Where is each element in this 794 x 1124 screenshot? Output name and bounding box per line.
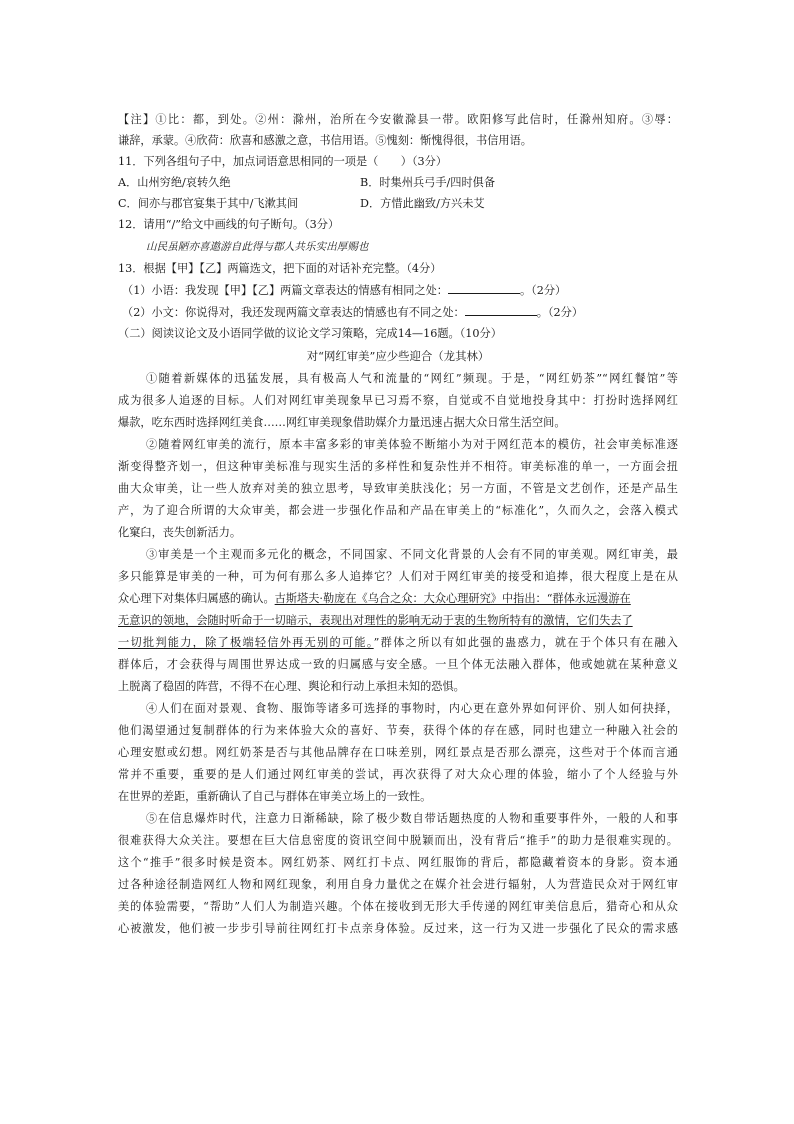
question-12: 12．请用“/”给文中画线的句子断句。（3分）: [118, 218, 340, 231]
underlined-quote-a: 古斯塔夫·勒庞在《乌合之众：大众心理研究》中指出：“群体永远漫游在: [274, 592, 631, 605]
para1-line1: ①随着新媒体的迅猛发展，具有极高人气和流量的“网红”频现。于是，“网红奶茶”“网红餐馆”等: [146, 372, 678, 385]
para3-line3: [118, 589, 678, 609]
q12-sentence: 山民虽陋亦喜遨游自此得与郡人共乐实出厚赐也: [146, 241, 369, 253]
para5-line5: 美的体验需要，“帮助”人们人为制造兴趣。个体在接收到无形大手传递的网红审美信息后，猎奇心和从众: [118, 900, 678, 913]
q13-part-2-score: 。（2分）: [536, 306, 584, 319]
q13-part-1-score: 。（2分）: [519, 284, 567, 297]
para4-line2: 他们渴望通过复制群体的行为来体验大众的喜好、节奏，获得个体的存在感，同时也建立一种融入社会的: [118, 724, 678, 737]
para5-line2: 很难获得大众关注。要想在巨大信息密度的资讯空间中脱颖而出，没有背后“推手”的助力是很难实现的。: [118, 834, 678, 847]
para4-line4: 常并不重要，重要的是人们通过网红审美的尝试，再次获得了对大众心理的体验，缩小了个人经验与外: [118, 768, 678, 781]
q13-answer-blank-2[interactable]: [465, 303, 537, 316]
note-line-1: 【注】①比：都，到处。②州：滁州，治所在今安徽滁县一带。欧阳修写此信时，任滁州知府。③辱：: [118, 113, 678, 126]
q13-part-1: [122, 281, 682, 301]
para3-line4: [118, 611, 678, 631]
q13-part-1-text: （1）小语：我发现【甲】【乙】两篇文章表达的情感有相同之处：: [122, 284, 448, 297]
para1-line3: 爆款，吃东西时选择网红美食……网红审美现象借助媒介力量迅速占据大众日常生活空间。: [118, 416, 566, 429]
q13-part-2-text: （2）小文：你说得对，我还发现两篇文章表达的情感也有不同之处：: [122, 306, 465, 319]
underlined-quote-b: 无意识的领地，会随时听命于一切暗示，表现出对理性的影响无动于衷的生物所特有的激情，它们失去了: [118, 614, 633, 627]
para3-line6: 群体后，才会获得与周围世界达成一致的归属感与安全感。一旦个体无法融入群体，他或她就在某种意义: [118, 658, 678, 671]
q11-option-b[interactable]: B．时集州兵弓手/四时俱备: [360, 176, 496, 189]
para2-line4: 产，为了迎合所谓的大众审美，都会进一步强化作品和产品在审美上的“标准化”，久而久之，会落入模式: [118, 504, 678, 517]
para2-line1: ②随着网红审美的流行，原本丰富多彩的审美体验不断缩小为对于网红范本的模仿，社会审美标准逐: [146, 438, 678, 451]
para5-line4: 过各种途径制造网红人物和网红现象，利用自身力量优之在媒介社会进行辐射，人为营造民众对于网红审: [118, 878, 678, 891]
para3-line2: 多只能算是审美的一种，可为何有那么多人追捧它？人们对于网红审美的接受和追捧，很大程度上是在从: [118, 570, 678, 583]
para4-line1: ④人们在面对景观、食物、服饰等诸多可选择的事物时，内心更在意外界如何评价、别人如何抉择，: [146, 702, 678, 715]
para5-line6: 心被激发，他们被一步步引导前往网红打卡点亲身体验。反过来，这一行为又进一步强化了民众的需求感: [118, 922, 678, 935]
q11-option-c[interactable]: C．间亦与郡官宴集于其中/飞漱其间: [118, 197, 299, 210]
q11-option-a[interactable]: A．山州穷绝/哀转久绝: [118, 176, 231, 189]
para3-line5-tail: ”群体之所以有如此强的蛊惑力，就在于个体只有在融入: [373, 636, 678, 649]
para2-line3: 曲大众审美，让一些人放弃对美的独立思考，导致审美肤浅化；另一方面，不管是文艺创作，还是产品生: [118, 482, 678, 495]
para3-line3-text: 众心理下对集体归属感的确认。: [118, 592, 275, 605]
para3-line5: [118, 633, 678, 653]
para2-line2: 渐变得整齐划一，但这种审美标准与现实生活的多样性和复杂性并不相符。审美标准的单一，一方面会扭: [118, 460, 678, 473]
para3-line7: 上脱离了稳固的阵营，不得不在心理、舆论和行动上承担未知的恐惧。: [118, 680, 465, 693]
question-11: 11．下列各组句子中，加点词语意思相同的一项是（ ）（3分）: [118, 155, 448, 168]
para1-line2: 成为很多人追逐的目标。人们对网红审美现象早已习焉不察，自觉或不自觉地投身其中：打扮时选择网红: [118, 394, 678, 407]
para4-line5: 在世界的差距，重新确认了自己与群体在审美立场上的一致性。: [118, 790, 432, 803]
para2-line5: 化窠臼，丧失创新活力。: [118, 526, 242, 539]
question-13: 13．根据【甲】【乙】两篇选文，把下面的对话补充完整。（4分）: [118, 262, 442, 275]
para3-line1: ③审美是一个主观而多元化的概念，不同国家、不同文化背景的人会有不同的审美观。网红审美，最: [146, 548, 678, 561]
q11-option-d[interactable]: D．方惜此幽致/方兴未艾: [360, 197, 485, 210]
para4-line3: 心理安慰或幻想。网红奶茶是否与其他品牌存在口味差别，网红景点是否那么漂亮，这些对于个体而言通: [118, 746, 678, 759]
underlined-quote-c: 一切批判能力，除了极端轻信外再无别的可能。: [118, 636, 374, 649]
essay-title: 对“网红审美”应少些迎合（龙其林）: [306, 349, 490, 363]
para5-line1: ⑤在信息爆炸时代，注意力日渐稀缺，除了极少数自带话题热度的人物和重要事件外，一般的人和事: [146, 812, 678, 825]
q13-answer-blank-1[interactable]: [448, 281, 520, 294]
note-line-2: 谦辞，承蒙。④欣荷：欣喜和感激之意，书信用语。⑤愧刻：惭愧得很，书信用语。: [118, 134, 532, 147]
q13-part-2: [122, 303, 682, 323]
para5-line3: 这个“推手”很多时候是资本。网红奶茶、网红打卡点、网红服饰的背后，都隐藏着资本的身影。资本通: [118, 856, 678, 869]
section-2-heading: （二）阅读议论文及小语同学做的议论文学习策略，完成14—16题。（10分）: [118, 327, 502, 340]
